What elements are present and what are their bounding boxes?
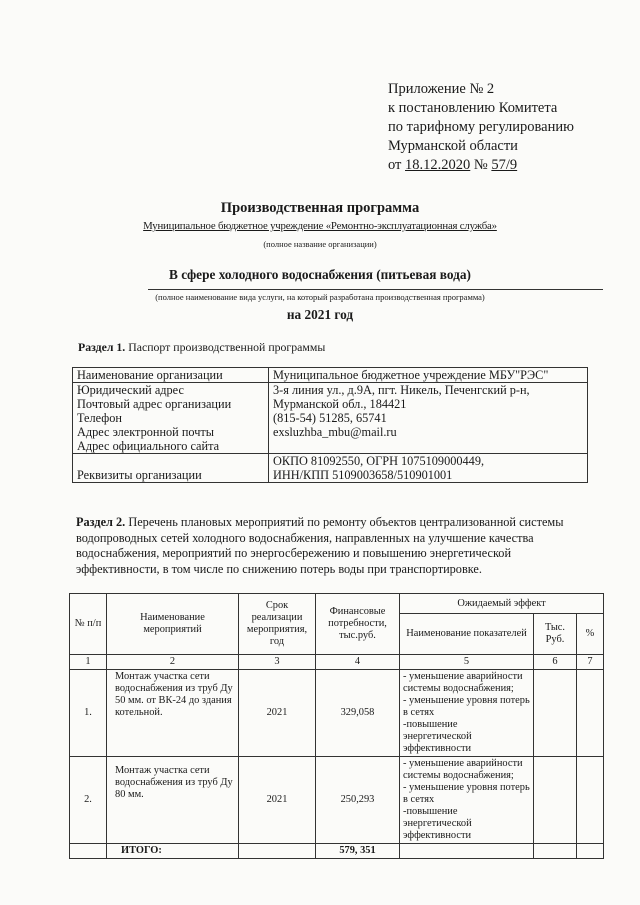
passport-value: Муниципальное бюджетное учреждение МБУ"РЭС": [269, 368, 588, 383]
program-year: на 2021 год: [286, 307, 354, 322]
service-sphere: В сфере холодного водоснабжения (питьевая вода): [169, 267, 471, 282]
table-row: [73, 368, 588, 383]
section1-heading: Раздел 1. Паспорт производственной программы: [78, 340, 326, 354]
sphere-underline: [148, 289, 603, 290]
measure-effect: - уменьшение аварийности системы водоснабжения; - уменьшение уровня потерь в сетях -повышение энергетической эффективности: [400, 670, 534, 757]
document-title: Производственная программа: [220, 200, 420, 216]
col-header-term: Срок реализации мероприятия, год: [239, 594, 316, 655]
passport-value: ОКПО 81092550, ОГРН 1075109000449, ИНН/КПП 5109003658/510901001: [269, 454, 588, 483]
table-row: 1. Монтаж участка сети водоснабжения из труб Ду 50 мм. от ВК-24 до здания котельной. 2021 329,058 - уменьшение аварийности системы водоснабжения; - уменьшение уровня потерь в сетях -повышение энергетической эффективности: [70, 670, 604, 757]
table-row: 2. Монтаж участка сети водоснабжения из труб Ду 80 мм. 2021 250,293 - уменьшение аварийности системы водоснабжения; - уменьшение уровня потерь в сетях -повышение энергетической эффективности: [70, 757, 604, 844]
measure-name: Монтаж участка сети водоснабжения из труб Ду 80 мм.: [107, 757, 239, 844]
passport-table: [72, 367, 588, 483]
decree-date: 18.12.2020: [405, 157, 471, 173]
measures-table: [69, 593, 604, 859]
passport-label: Наименование организации: [73, 368, 269, 383]
appendix-line: Мурманской области: [388, 138, 518, 154]
decree-number: 57/9: [491, 157, 518, 173]
table-row: [73, 383, 588, 454]
appendix-block: [388, 80, 574, 175]
col-header-effect: Ожидаемый эффект: [400, 594, 604, 614]
measure-name: Монтаж участка сети водоснабжения из труб Ду 50 мм. от ВК-24 до здания котельной.: [107, 670, 239, 757]
passport-label: Юридический адрес Почтовый адрес организации Телефон Адрес электронной почты Адрес официального сайта: [73, 383, 269, 454]
col-header-indicators: Наименование показателей: [400, 614, 534, 655]
measure-effect: - уменьшение аварийности системы водоснабжения; - уменьшение уровня потерь в сетях -повышение энергетической эффективности: [400, 757, 534, 844]
total-row: [70, 844, 604, 859]
total-value: 579, 351: [316, 844, 400, 859]
total-label: ИТОГО:: [107, 844, 239, 859]
col-header-num: № п/п: [70, 594, 107, 655]
organization-name: Муниципальное бюджетное учреждение «Ремонтно-эксплуатационная служба»: [143, 220, 497, 232]
appendix-line: по тарифному регулированию: [388, 119, 574, 135]
col-header-finance: Финансовые потребности, тыс.руб.: [316, 594, 400, 655]
passport-label: Реквизиты организации: [73, 454, 269, 483]
col-header-pct: %: [577, 614, 604, 655]
section2-text: Раздел 2. Перечень плановых мероприятий по ремонту объектов централизованной системы водопроводных сетей холодного водоснабжения, направленных на улучшение качества водоснабжения, мероприятий по энергосбережению и повышению энергетической эффективности, в том числе по снижению потерь воды при транспортировке.: [76, 515, 564, 576]
appendix-date-line: от 18.12.2020 № 57/9: [388, 157, 518, 173]
col-header-name: Наименование мероприятий: [107, 594, 239, 655]
sphere-caption: (полное наименование вида услуги, на который разработана производственная программа): [155, 292, 485, 302]
organization-caption: (полное название организации): [263, 239, 377, 249]
appendix-line: Приложение № 2: [388, 81, 495, 97]
appendix-line: к постановлению Комитета: [388, 100, 558, 116]
table-row: [73, 454, 588, 483]
col-header-thous: Тыс. Руб.: [534, 614, 577, 655]
column-number-row: 1 2 3 4 5 6 7: [70, 655, 604, 670]
header-row: [70, 594, 604, 614]
passport-value: 3-я линия ул., д.9А, пгт. Никель, Печенгский р-н, Мурманской обл., 184421 (815-54) 51285, 65741 exsluzhba_mbu@mail.ru: [269, 383, 588, 454]
